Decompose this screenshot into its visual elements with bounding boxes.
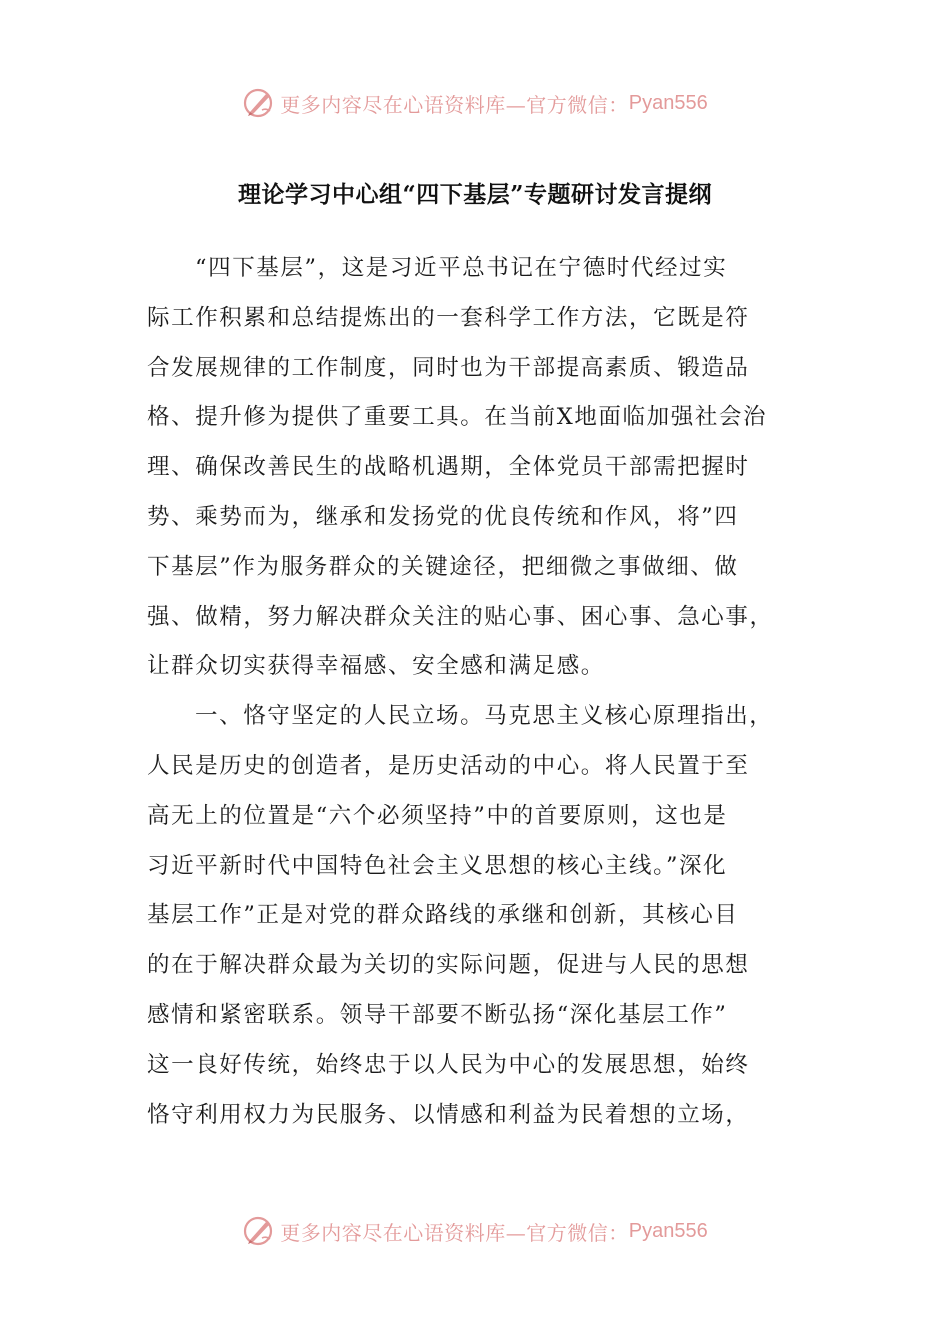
paragraph-line: 一、恪守坚定的人民立场。马克思主义核心原理指出， — [195, 703, 774, 730]
paragraph-line: 这一良好传统，始终忠于以人民为中心的发展思想，始终 — [147, 1051, 750, 1078]
pen-logo-icon — [242, 86, 276, 120]
paragraph-line: 感情和紧密联系。领导干部要不断弘扬“深化基层工作” — [147, 1001, 728, 1028]
watermark-wechat-id: Pyan556 — [628, 91, 708, 114]
document-body — [147, 244, 827, 1140]
watermark-wechat-id: Pyan556 — [628, 1219, 708, 1242]
paragraph-line: 合发展规律的工作制度，同时也为干部提高素质、锻造品 — [147, 354, 750, 381]
paragraph-line: 际工作积累和总结提炼出的一套科学工作方法，它既是符 — [147, 304, 750, 331]
paragraph-line: 下基层”作为服务群众的关键途径，把细微之事做细、做 — [147, 553, 739, 580]
document-title: 理论学习中心组“四下基层”专题研讨发言提纲 — [238, 181, 712, 208]
watermark-banner-top — [0, 83, 950, 123]
paragraph-line: 让群众切实获得幸福感、安全感和满足感。 — [147, 653, 605, 680]
paragraph-line: 人民是历史的创造者，是历史活动的中心。将人民置于至 — [147, 752, 750, 779]
paragraph-line: 理、确保改善民生的战略机遇期，全体党员干部需把握时 — [147, 454, 750, 481]
paragraph-line: 强、做精，努力解决群众关注的贴心事、困心事、急心事， — [147, 603, 774, 630]
paragraph-line: 习近平新时代中国特色社会主义思想的核心主线。”深化 — [147, 852, 728, 879]
paragraph-line: 高无上的位置是“六个必须坚持”中的首要原则，这也是 — [147, 802, 728, 829]
paragraph-line: 恪守利用权力为民服务、以情感和利益为民着想的立场， — [147, 1101, 750, 1128]
watermark-banner-bottom — [0, 1211, 950, 1251]
watermark-text: 更多内容尽在心语资料库—官方微信： — [280, 1220, 629, 1245]
paragraph-line: 势、乘势而为，继承和发扬党的优良传统和作风，将”四 — [147, 503, 739, 530]
pen-logo-icon — [242, 1214, 276, 1248]
paragraph-line: 基层工作”正是对党的群众路线的承继和创新，其核心目 — [147, 902, 739, 929]
paragraph-line: 格、提升修为提供了重要工具。在当前X地面临加强社会治 — [147, 404, 768, 431]
paragraph-line: “四下基层”，这是习近平总书记在宁德时代经过实 — [195, 255, 728, 281]
paragraph-line: 的在于解决群众最为关切的实际问题，促进与人民的思想 — [147, 952, 750, 979]
watermark-text: 更多内容尽在心语资料库—官方微信： — [280, 92, 629, 117]
